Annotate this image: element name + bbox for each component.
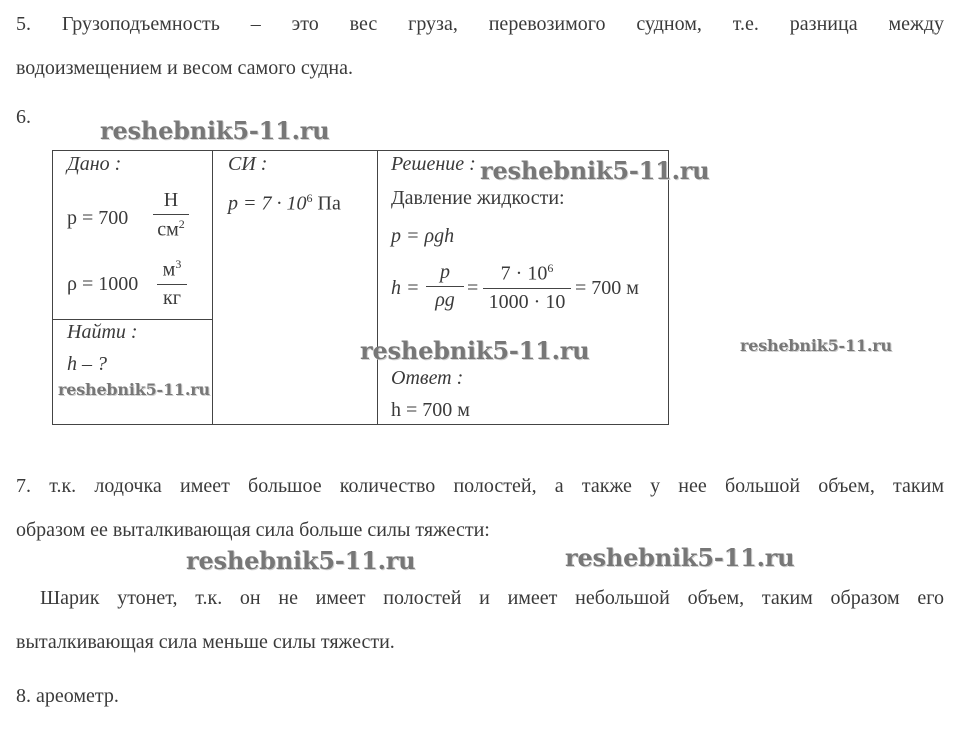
paragraph-7-continued [16, 576, 944, 664]
find-label: Найти : [67, 321, 138, 343]
item-6-number: 6. [16, 106, 31, 128]
watermark: reshebnik5-11.ru [100, 116, 330, 145]
watermark: reshebnik5-11.ru [360, 336, 590, 365]
paragraph-7-line-3: Шарик утонет, т.к. он не имеет полостей и имеет небольшой объем, таким образом его [40, 587, 944, 609]
paragraph-7 [16, 464, 944, 552]
given-pressure: p = 700 [67, 207, 129, 229]
given-pressure-unit [153, 189, 189, 242]
paragraph-7-line-2: образом ее выталкивающая сила больше силы тяжести: [16, 519, 490, 541]
formula-fraction-2-numerator: $7 \cdot 10^6$ [500, 261, 554, 285]
paragraph-7-line-1: 7. т.к. лодочка имеет большое количество полостей, а также у нее большой объем, таким [16, 475, 944, 497]
fraction-bar [426, 286, 464, 287]
formula-pressure: p = ρgh [391, 225, 455, 247]
solution-label: Решение : [391, 153, 476, 175]
fraction-bar [157, 284, 187, 285]
formula-equals: = [467, 277, 479, 299]
given-label: Дано : [67, 153, 122, 175]
fraction-bar [153, 214, 189, 215]
formula-height-lhs: h = [391, 277, 420, 299]
solution-text: Давление жидкости: [391, 187, 565, 209]
paragraph-8: 8. ареометр. [16, 685, 119, 707]
find-value: h – ? [67, 353, 107, 375]
given-density-unit-numerator: $м^3$ [162, 257, 182, 281]
fraction-bar [483, 288, 571, 289]
watermark: reshebnik5-11.ru [740, 336, 892, 355]
table-divider-1 [212, 151, 213, 424]
formula-result: = 700 м [575, 277, 639, 299]
table-divider-given-find [53, 319, 213, 320]
answer-label: Ответ : [391, 367, 464, 389]
si-value: $p = 7 \cdot 10^6$ Па [228, 191, 341, 215]
paragraph-5-line-1: 5. Грузоподъемность – это вес груза, перевозимого судном, т.е. разница между [16, 13, 944, 35]
formula-fraction-2 [483, 261, 571, 314]
table-divider-2 [377, 151, 378, 424]
formula-fraction-1-numerator: p [440, 261, 450, 283]
formula-fraction-1-denominator: ρg [435, 289, 455, 311]
formula-fraction-1 [426, 261, 464, 312]
given-density: ρ = 1000 [67, 273, 139, 295]
formula-fraction-2-denominator: 1000 · 10 [488, 290, 566, 313]
paragraph-5 [16, 2, 944, 90]
answer-value: h = 700 м [391, 399, 470, 421]
given-density-unit-denominator: кг [163, 286, 181, 309]
watermark: reshebnik5-11.ru [480, 156, 710, 185]
given-density-unit [157, 257, 187, 310]
paragraph-5-line-2: водоизмещением и весом самого судна. [16, 57, 354, 79]
paragraph-7-line-4: выталкивающая сила меньше силы тяжести. [16, 631, 395, 653]
given-pressure-unit-numerator: Н [163, 189, 179, 211]
watermark: reshebnik5-11.ru [58, 380, 210, 399]
watermark: reshebnik5-11.ru [186, 546, 416, 575]
given-pressure-unit-denominator: $см^2$ [157, 217, 185, 241]
watermark: reshebnik5-11.ru [565, 543, 795, 572]
si-label: СИ : [228, 153, 268, 175]
